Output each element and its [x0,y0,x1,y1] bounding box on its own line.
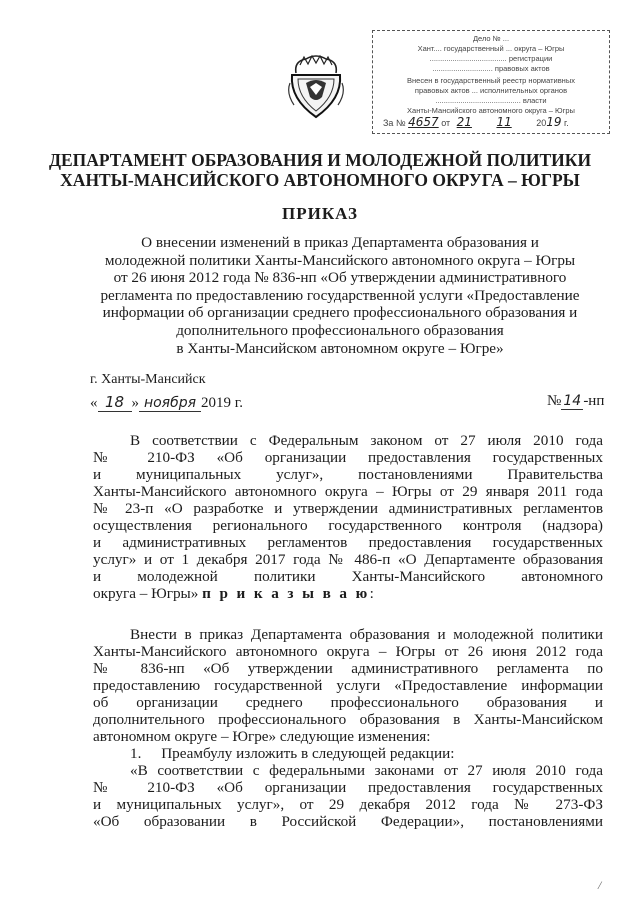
stamp-reg-number: 4657 [408,115,439,129]
paragraph-text: округа – Югры» [93,585,199,602]
order-directive: п р и к а з ы в а ю [202,585,370,602]
stamp-registration-line [383,117,605,128]
paragraph-line: и административных регламентов предоставления государственных [93,534,603,551]
place-of-issue: г. Ханты-Мансийск [90,372,206,387]
order-number [547,393,604,410]
subject-line: дополнительного профессионального образования [176,321,504,339]
date-close-quote: » [131,395,139,411]
number-prefix: № [547,393,562,409]
paragraph-line: Ханты-Мансийского автономного округа – Югры от 26 июня 2012 года [93,643,603,660]
stamp-reg-day: 21 [456,115,472,129]
paragraph-line: В соответствии с Федеральным законом от 27 июля 2010 года [130,432,603,449]
stamp-reg-from: от [441,118,451,128]
paragraph-line: Внести в приказ Департамента образования и молодежной политики [130,626,603,643]
scan-mark: / [598,878,602,892]
stamp-line: Хант.... государственный ... округа – Югры [417,44,565,53]
subject-line: О внесении изменений в приказ Департамента образования и [141,234,539,251]
subject-line: информации об организации среднего профессионального образования и [102,304,578,322]
paragraph-line: и молодежной политики Ханты-Мансийского автономного [93,568,603,585]
date-month: ноября [139,395,201,412]
paragraph-line: Ханты-Мансийского автономного округа – Югры от 29 января 2011 года [93,483,603,500]
number-value: 14 [561,393,583,410]
date-year: 2019 г. [201,395,243,411]
order-date [90,393,243,412]
number-suffix: -нп [583,393,605,409]
coat-of-arms-emblem [288,53,344,121]
subject-line: молодежной политики Ханты-Мансийского автономного округа – Югры [104,251,576,269]
stamp-line: ............................. правовых актов [432,64,550,73]
subject-line: от 26 июня 2012 года № 836-нп «Об утверждении административного [113,269,567,287]
order-colon: : [369,585,374,602]
paragraph-last-line [93,585,374,603]
stamp-line: правовых актов ... исполнительных органов [414,86,568,95]
paragraph-line: осуществления регионального государственного контроля (надзора) [93,517,603,534]
date-open-quote: « [90,395,98,411]
paragraph-line: предоставлению государственной услуги «Предоставление информации [93,677,603,694]
paragraph-line: № 210-ФЗ «Об организации предоставления государственных [93,779,603,796]
stamp-reg-month: 11 [496,115,512,129]
list-item-text: Преамбулу изложить в следующей редакции: [161,745,455,762]
date-day: 18 [98,393,132,412]
paragraph-line: об организации среднего профессионального образования и [93,694,603,711]
subject-line: в Ханты-Мансийском автономном округе – Югре» [176,339,504,357]
paragraph-line: «Об образовании в Российской Федерации», постановлениями [93,813,603,830]
paragraph-last-line: автономном округе – Югре» следующие изменения: [93,728,431,745]
paragraph-line: услуг» и от 1 декабря 2017 года № 486-п «О Департаменте образования [93,551,603,568]
stamp-reg-year: 19 [546,115,562,129]
department-title-line2: ХАНТЫ-МАНСИЙСКОГО АВТОНОМНОГО ОКРУГА – ЮГРЫ [60,170,580,190]
stamp-line: ......................................... власти [435,96,547,105]
stamp-line: ..................................... регистрации [429,54,553,63]
paragraph-line: № 210-ФЗ «Об организации предоставления государственных [93,449,603,466]
paragraph-line: и муниципальных услуг», постановлениями Правительства [93,466,603,483]
stamp-line: Внесен в государственный реестр нормативных [407,76,575,85]
paragraph-line: «В соответствии с федеральными законами от 27 июля 2010 года [130,762,603,779]
subject-line: регламента по предоставлению государственной услуги «Предоставление [100,286,580,304]
document-type-title: ПРИКАЗ [282,204,358,223]
stamp-reg-suffix: г. [564,118,569,128]
list-item-1 [130,745,454,763]
paragraph-line: № 836-нп «Об утверждении административного регламента по [93,660,603,677]
registration-stamp [372,30,610,134]
paragraph-line: дополнительного профессионального образования в Ханты-Мансийском [93,711,603,728]
stamp-reg-year-prefix: 20 [536,118,547,128]
paragraph-line: № 23-п «О разработке и утверждении административных регламентов [93,500,603,517]
stamp-reg-prefix: За № [383,118,406,128]
order-subject [60,234,620,357]
stamp-line: Ханты-Мансийского автономного округа – Югры [407,106,575,115]
list-item-number: 1. [130,745,142,762]
paragraph-line: и муниципальных услуг», от 29 декабря 2012 года № 273-ФЗ [93,796,603,813]
stamp-line: Дело № ... [472,34,510,43]
department-title-line1: ДЕПАРТАМЕНТ ОБРАЗОВАНИЯ И МОЛОДЕЖНОЙ ПОЛИТИКИ [48,150,592,170]
